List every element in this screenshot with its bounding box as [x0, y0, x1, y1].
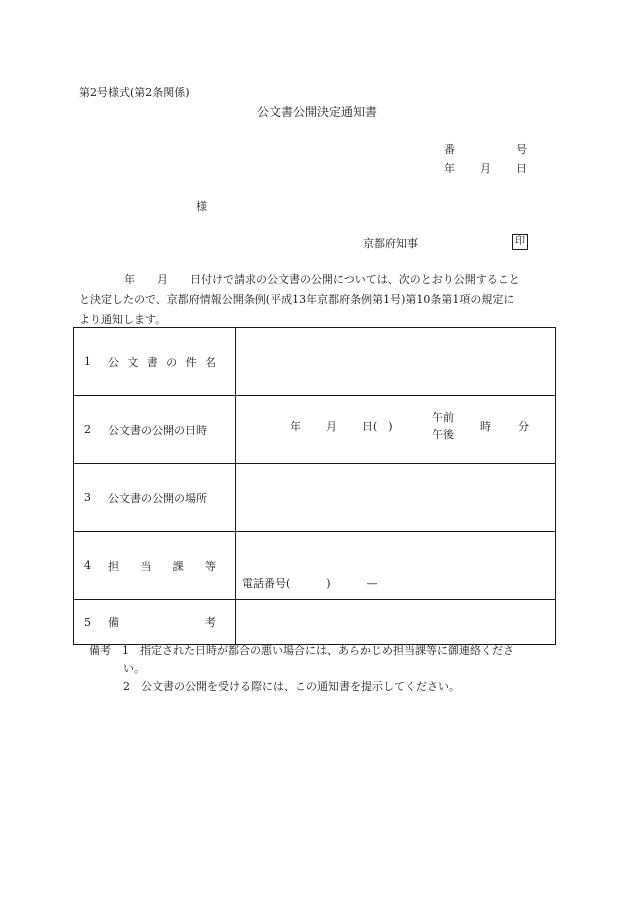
- addressee-suffix: 様: [196, 200, 207, 213]
- dt-year: 年: [290, 420, 301, 433]
- table-row: [74, 328, 556, 396]
- number-suffix: 号: [516, 143, 527, 156]
- datetime-field[interactable]: [236, 396, 556, 464]
- row-number: 5: [84, 615, 91, 629]
- note-1-text: 指定された日時が都合の悪い場合には、あらかじめ担当課等に御連絡くださ: [140, 644, 514, 657]
- row-number: 3: [84, 491, 91, 504]
- row-label-subject: 公 文 書 の 件 名: [108, 355, 216, 369]
- row-label-datetime: 公文書の公開の日時: [108, 423, 207, 437]
- row-number: 4: [84, 559, 91, 572]
- form-number: 第2号様式(第2条関係): [79, 86, 190, 99]
- department-field[interactable]: [236, 532, 556, 600]
- note-1-continuation: い。: [123, 662, 145, 675]
- body-line-2: と決定したので、京都府情報公開条例(平成13年京都府条例第1号)第10条第1項の規定に: [79, 293, 515, 306]
- table-row: [74, 532, 556, 600]
- phone-dash: —: [366, 577, 378, 590]
- notes-heading: 備考: [89, 644, 111, 657]
- subject-field[interactable]: [236, 328, 556, 396]
- year-label: 年: [444, 162, 455, 175]
- dt-am: 午前: [432, 411, 454, 424]
- dt-day: 日: [362, 420, 373, 433]
- phone-paren-close: ): [326, 577, 331, 590]
- month-label: 月: [480, 162, 491, 175]
- remarks-field[interactable]: [236, 600, 556, 645]
- note-2-text: 公文書の公開を受ける際には、この通知書を提示してください。: [141, 680, 460, 693]
- row-label-department: 担 当 課 等: [108, 559, 216, 573]
- note-number: 1: [122, 644, 129, 657]
- row-label-remarks: 備 考: [108, 616, 216, 629]
- dt-hour: 時: [480, 420, 491, 433]
- table-row: [74, 464, 556, 532]
- dt-weekday: ( ): [373, 420, 393, 433]
- place-field[interactable]: [236, 464, 556, 532]
- number-label: 番: [444, 143, 455, 156]
- dt-month: 月: [326, 420, 337, 433]
- notice-body: [79, 270, 553, 330]
- row-label-place: 公文書の公開の場所: [108, 491, 207, 505]
- issuer-name: 京都府知事: [363, 237, 418, 250]
- phone-label: 電話番号(: [242, 577, 291, 590]
- note-number: 2: [123, 680, 130, 693]
- disclosure-table: [73, 327, 556, 645]
- day-label: 日: [516, 162, 527, 175]
- body-line-1: 年 月 日付けで請求の公文書の公開については、次のとおり公開すること: [124, 273, 520, 286]
- row-number: 2: [84, 423, 91, 436]
- table-row: [74, 600, 556, 645]
- phone-number: [242, 575, 378, 591]
- notes: [89, 642, 514, 696]
- row-number: 1: [84, 355, 91, 368]
- document-title: 公文書公開決定通知書: [257, 105, 378, 119]
- body-line-3: より通知します。: [79, 313, 167, 326]
- seal-mark: 印: [512, 234, 528, 250]
- dt-minute: 分: [518, 420, 529, 433]
- dt-pm: 午後: [432, 428, 454, 441]
- table-row: [74, 396, 556, 464]
- issue-date: [444, 160, 527, 176]
